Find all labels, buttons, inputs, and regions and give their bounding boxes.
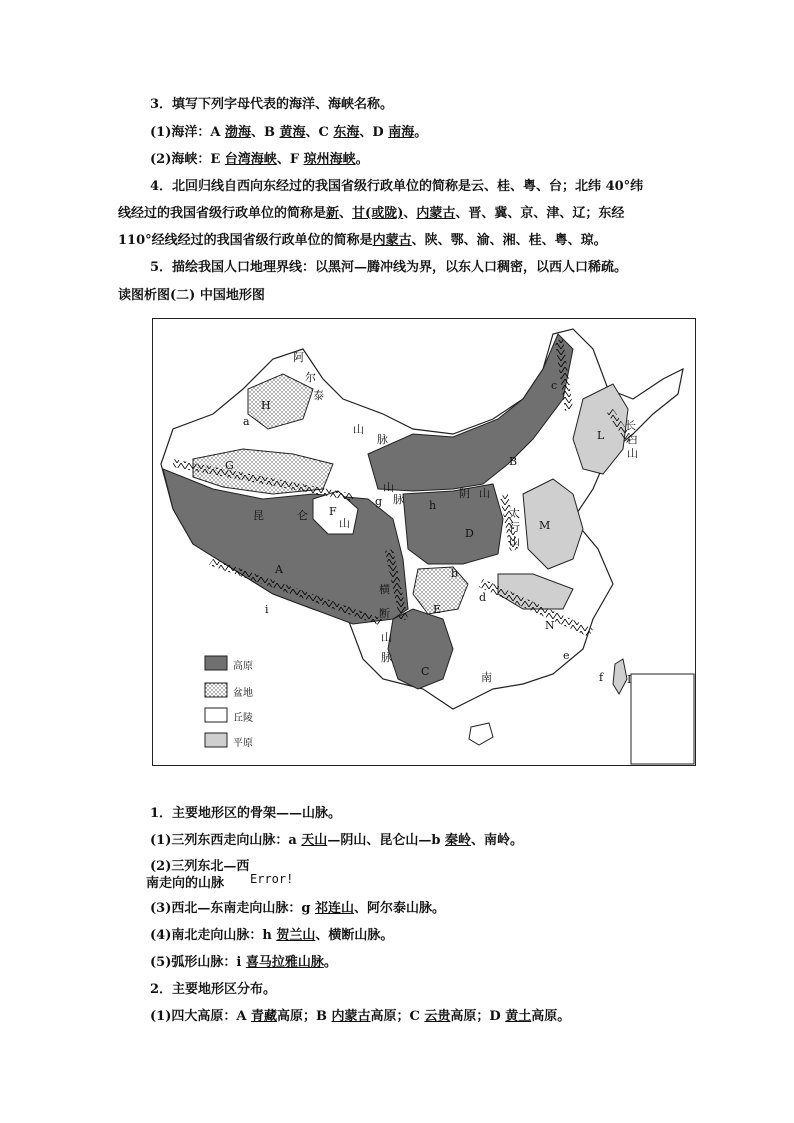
map-label: E	[433, 603, 442, 616]
map-label: 南	[481, 671, 492, 684]
map-label: 山	[383, 481, 394, 494]
map-label: g	[375, 495, 383, 508]
map-label: 长	[625, 419, 636, 432]
s4-line2: 线经过的我国省级行政单位的简称是新、甘(或陇)、内蒙古、晋、冀、京、津、辽；东经	[118, 206, 625, 221]
q1-title: 1．主要地形区的骨架——山脉。	[150, 806, 342, 821]
q1-line1: (1)三列东西走向山脉：a 天山—阴山、昆仑山—b 秦岭、南岭。	[150, 833, 523, 848]
map-label: 横	[379, 583, 390, 596]
map-label: c	[551, 379, 558, 392]
map-label: C	[421, 665, 430, 678]
map-label: F	[329, 505, 337, 518]
q1-line2b: 南走向的山脉	[146, 876, 225, 891]
map-label: 阴	[459, 487, 470, 500]
map-label: 断	[379, 607, 390, 620]
map-label: 山	[353, 423, 364, 436]
s4-line3: 110°经线经过的我国省级行政单位的简称是内蒙古、陕、鄂、渝、湘、桂、粤、琼。	[118, 233, 607, 248]
map-label: 仑	[297, 509, 308, 522]
legend-label-plain: 平原	[233, 738, 253, 749]
map-label: H	[261, 399, 271, 412]
map-label: L	[597, 429, 605, 442]
map-label: 阿	[293, 351, 304, 364]
map-label: d	[479, 591, 487, 604]
map-label: 行	[509, 521, 520, 534]
s3-ocean-line: (1)海洋：A 渤海、B 黄海、C 东海、D 南海。	[150, 125, 428, 140]
map-label: B	[509, 455, 518, 468]
china-terrain-map	[152, 318, 696, 766]
map-label: e	[563, 649, 570, 662]
s3-strait-line: (2)海峡：E 台湾海峡、F 琼州海峡。	[150, 152, 369, 167]
q1-line3: (3)西北—东南走向山脉：g 祁连山、阿尔泰山脉。	[150, 901, 445, 916]
error-text: Error!	[250, 872, 294, 886]
map-label: M	[539, 519, 551, 532]
q2-title: 2．主要地形区分布。	[150, 982, 277, 997]
map-label: D	[465, 527, 474, 540]
map-label: 泰	[313, 389, 324, 402]
map-label: 太	[509, 507, 520, 520]
q2-line1: (1)四大高原：A 青藏高原；B 内蒙古高原；C 云贵高原；D 黄土高原。	[150, 1009, 571, 1024]
map-label: 尔	[305, 371, 316, 384]
map-label: 昆	[253, 509, 264, 522]
map-labels	[153, 319, 695, 765]
map-label: 山	[339, 517, 350, 530]
s4-line1: 4．北回归线自西向东经过的我国省级行政单位的简称是云、桂、粤、台；北纬 40°纬	[150, 179, 644, 194]
q1-line4: (4)南北走向山脉：h 贺兰山、横断山脉。	[150, 928, 394, 943]
legend-label-basin: 盆地	[233, 688, 253, 699]
map-label: b	[451, 567, 459, 580]
map-label: N	[545, 619, 555, 632]
map-label: 山	[509, 535, 520, 548]
map-label: a	[243, 415, 250, 428]
q1-line5: (5)弧形山脉：i 喜马拉雅山脉。	[150, 955, 337, 970]
map-label: i	[265, 603, 269, 616]
map-label: 脉	[381, 651, 392, 664]
q1-line2a: (2)三列东北—西 Error!	[150, 859, 294, 886]
map-label: A	[275, 563, 283, 576]
map-heading: 读图析图(二) 中国地形图	[118, 288, 265, 303]
map-label: 山	[627, 447, 638, 460]
legend-label-hill: 丘陵	[233, 713, 253, 724]
map-label: 脉	[377, 433, 388, 446]
map-label: h	[429, 499, 437, 512]
map-label: G	[225, 459, 234, 472]
map-label: 脉	[393, 493, 404, 506]
map-label: f	[599, 671, 604, 684]
s3-title: 3．填写下列字母代表的海洋、海峡名称。	[150, 97, 394, 112]
map-label: 山	[381, 631, 392, 644]
map-label: 山	[479, 487, 490, 500]
map-label: 白	[627, 433, 638, 446]
s5-line: 5．描绘我国人口地理界线：以黑河—腾冲线为界，以东人口稠密，以西人口稀疏。	[150, 260, 628, 275]
legend-label-plateau: 高原	[233, 661, 253, 672]
map-label: I	[627, 673, 632, 686]
